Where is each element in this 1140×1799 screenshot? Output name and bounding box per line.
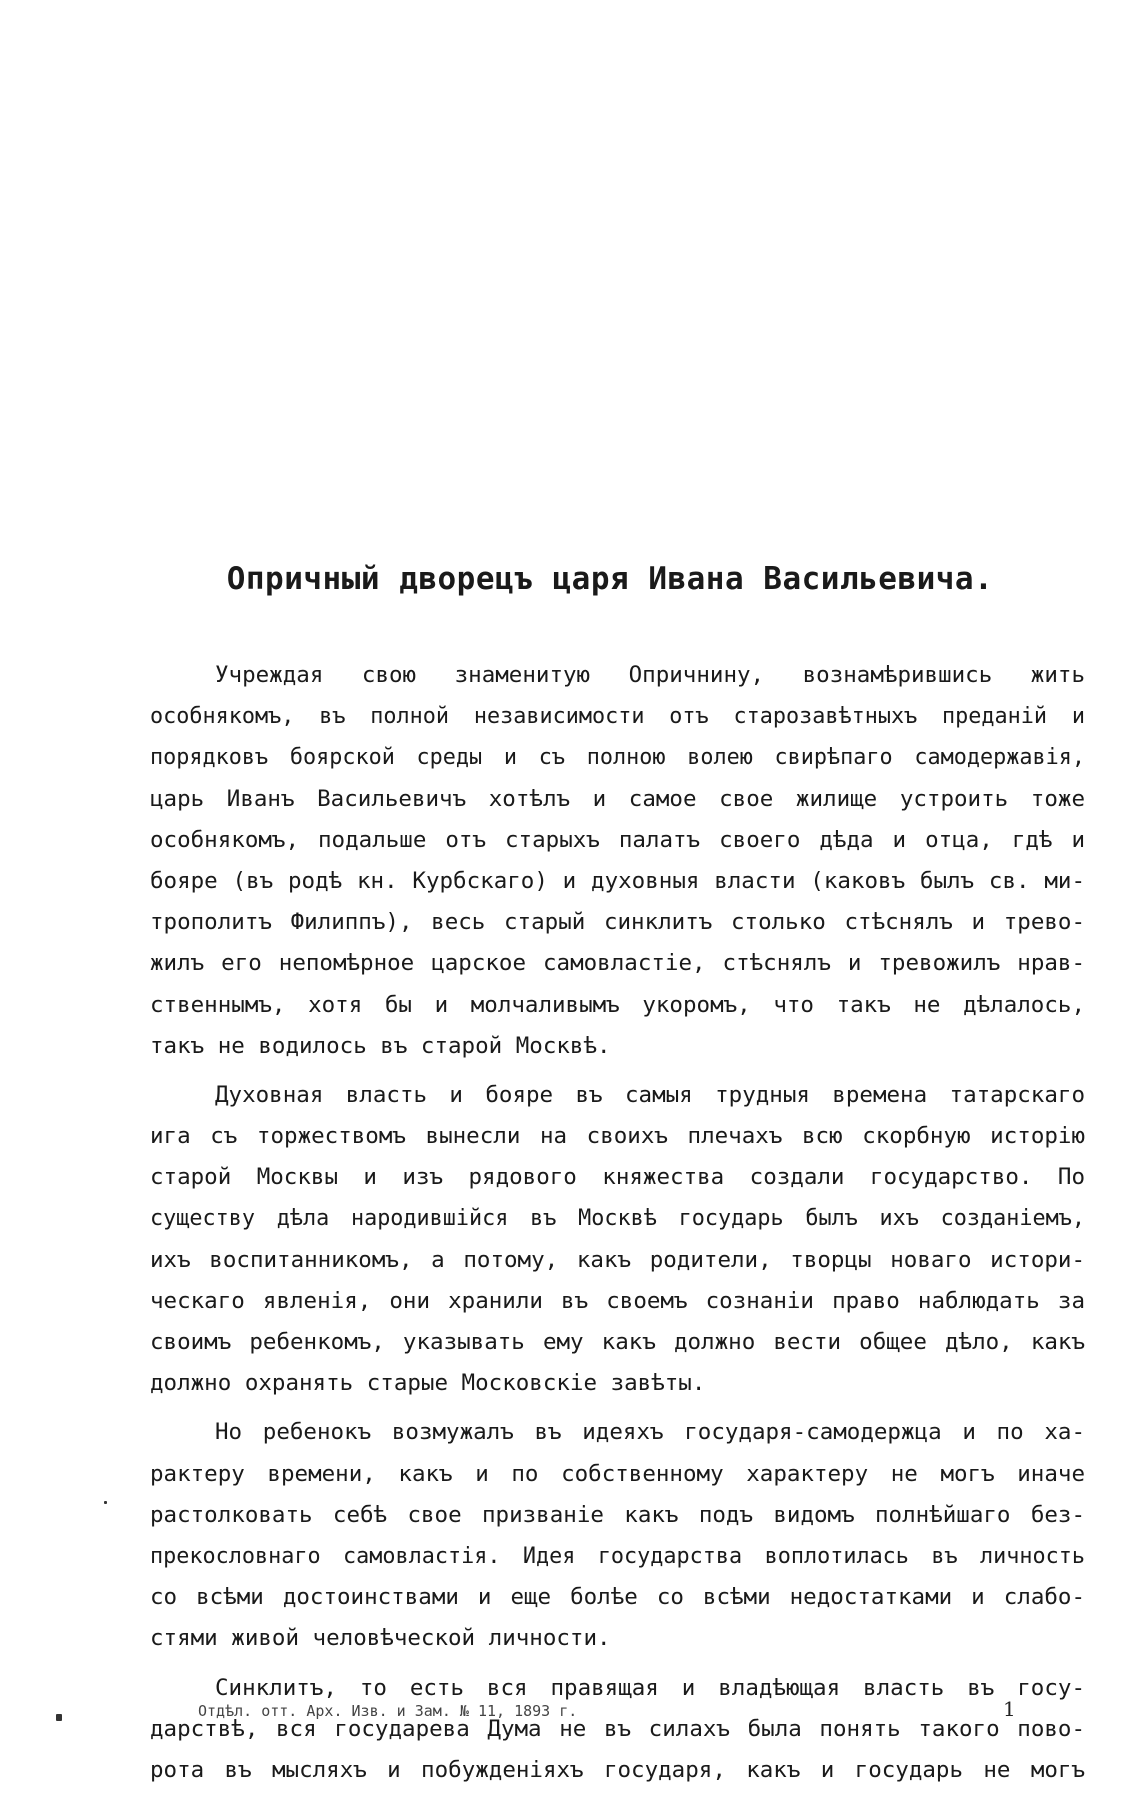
body-text xyxy=(150,655,1085,1799)
text-line: Синклитъ, то есть вся правящая и владѣющая власть въ госу- xyxy=(215,1674,1085,1701)
text-line: ческаго явленія, они хранили въ своемъ сознаніи право наблюдать за xyxy=(150,1287,1085,1314)
scan-speck xyxy=(104,1501,107,1504)
scan-speck xyxy=(56,1714,62,1721)
text-line: должно охранять старые Московскіе завѣты. xyxy=(150,1370,706,1397)
text-line: порядковъ боярской среды и съ полною волею свирѣпаго самодержавія, xyxy=(150,745,1085,771)
text-line: рота въ мысляхъ и побужденіяхъ государя, какъ и государь не могъ xyxy=(150,1756,1085,1783)
text-line: царь Иванъ Васильевичъ хотѣлъ и самое свое жилище устроить тоже xyxy=(150,785,1085,812)
text-line: прекословнаго самовластія. Идея государства воплотилась въ личность xyxy=(150,1543,1085,1569)
text-line: существу дѣла народившійся въ Москвѣ государь былъ ихъ созданіемъ, xyxy=(150,1206,1085,1232)
text-line: трополитъ Филиппъ), весь старый синклитъ столько стѣснялъ и трево- xyxy=(150,909,1085,936)
text-line: дарствѣ, вся государева Дума не въ силахъ была понять такого пово- xyxy=(150,1715,1085,1742)
text-line: Учреждая свою знаменитую Опричнину, вознамѣрившись жить xyxy=(215,662,1085,688)
text-line: своимъ ребенкомъ, указывать ему какъ должно вести общее дѣло, какъ xyxy=(150,1329,1085,1355)
text-line: старой Москвы и изъ рядового княжества создали государство. По xyxy=(150,1164,1085,1191)
text-line: со всѣми достоинствами и еще болѣе со всѣми недостатками и слабо- xyxy=(150,1584,1085,1611)
text-line: Но ребенокъ возмужалъ въ идеяхъ государя-самодержца и по ха- xyxy=(215,1419,1085,1446)
paragraph-1 xyxy=(150,655,1085,1067)
paragraph-3 xyxy=(150,1412,1085,1659)
text-line: особнякомъ, въ полной независимости отъ старозавѣтныхъ преданій и xyxy=(150,704,1085,730)
text-line: особнякомъ, подальше отъ старыхъ палатъ своего дѣда и отца, гдѣ и xyxy=(150,826,1085,853)
text-line: такъ не водилось въ старой Москвѣ. xyxy=(150,1032,611,1059)
text-line: ихъ воспитанникомъ, а потому, какъ родители, творцы новаго истори- xyxy=(150,1246,1085,1273)
paragraph-2 xyxy=(150,1075,1085,1405)
text-line: бояре (въ родѣ кн. Курбскаго) и духовныя власти (каковъ былъ св. ми- xyxy=(150,867,1085,894)
text-line: ига съ торжествомъ вынесли на своихъ плечахъ всю скорбную исторію xyxy=(150,1123,1085,1150)
text-line: ственнымъ, хотя бы и молчаливымъ укоромъ, что такъ не дѣлалось, xyxy=(150,991,1085,1018)
text-line: стями живой человѣческой личности. xyxy=(150,1625,611,1652)
text-line: жилъ его непомѣрное царское самовластіе, стѣснялъ и тревожилъ нрав- xyxy=(150,950,1085,977)
footer-citation: Отдѣл. отт. Арх. Изв. и Зам. № 11, 1893 г. xyxy=(198,1702,578,1720)
text-line: Духовная власть и бояре въ самыя трудныя времена татарскаго xyxy=(215,1081,1085,1108)
page-title: Опричный дворецъ царя Ивана Васильевича. xyxy=(226,560,994,597)
page-number: 1 xyxy=(1003,1697,1016,1721)
text-line: рактеру времени, какъ и по собственному характеру не могъ иначе xyxy=(150,1460,1085,1487)
text-line: растолковать себѣ свое призваніе какъ подъ видомъ полнѣйшаго без- xyxy=(150,1501,1085,1528)
